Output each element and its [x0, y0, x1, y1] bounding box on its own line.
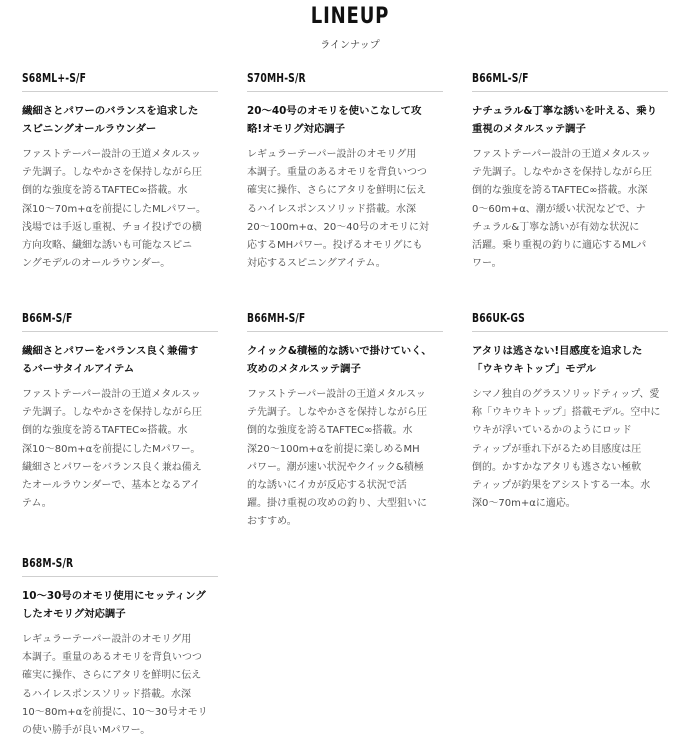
model-name: B66ML-S/F: [472, 70, 529, 85]
headline-line: スピニングオールラウンダー: [22, 123, 157, 135]
description-line: の使い勝手が良いMパワー。: [22, 725, 151, 737]
product-card-b66ml: [472, 70, 672, 273]
product-description: [472, 386, 670, 513]
product-headline: [247, 102, 447, 138]
description-line: 深0〜70m+αに適応。: [472, 498, 576, 510]
divider: [247, 331, 443, 332]
divider: [22, 91, 218, 92]
description-line: 確実に操作、さらにアタリを鮮明に伝え: [22, 670, 202, 682]
description-line: 倒的な強度を誇るTAFTEC∞搭載。水深: [472, 185, 648, 197]
description-line: ウキが浮いているかのようにロッド: [472, 425, 632, 437]
headline-line: 繊細さとパワーのバランスを追求した: [22, 105, 199, 117]
description-line: 倒的な強度を誇るTAFTEC∞搭載。水: [22, 425, 188, 437]
description-line: ファストテーパー設計の王道メタルスッ: [22, 389, 201, 400]
product-description: [472, 146, 670, 273]
product-description: [22, 631, 220, 740]
divider: [472, 331, 668, 332]
description-line: 確実に操作、さらにアタリを鮮明に伝え: [247, 185, 427, 197]
description-line: 倒的な強度を誇るTAFTEC∞搭載。水: [22, 185, 188, 197]
description-line: たオールラウンダーで、基本となるアイ: [22, 480, 201, 492]
description-line: ングモデルのオールラウンダー。: [22, 258, 171, 270]
product-card-s68ml: [22, 70, 222, 273]
product-card-b68m: [22, 555, 222, 740]
divider: [22, 576, 218, 577]
product-headline: [247, 342, 447, 378]
description-line: 応するMHパワー。投げるオモリグにも: [247, 240, 423, 252]
description-line: 浅場では手返し重視、チョイ投げでの横: [22, 221, 202, 233]
headline-line: 10〜30号のオモリ使用にセッティング: [22, 590, 206, 602]
description-line: るハイレスポンスソリッド搭載。水深: [247, 203, 416, 215]
description-line: ワー。: [472, 258, 502, 270]
headline-line: 略!オモリグ対応調子: [247, 123, 346, 135]
description-line: 10〜80m+αを前提に、10〜30号オモリ: [22, 706, 208, 718]
headline-line: 繊細さとパワーをバランス良く兼備す: [22, 345, 199, 357]
description-line: ティップが釣果をアシストする一本。水: [472, 480, 651, 492]
headline-line: ナチュラル&丁寧な誘いを叶える、乗り: [472, 105, 658, 117]
description-line: 対応するスピニングアイテム。: [247, 258, 386, 270]
description-line: レギュラーテーパー設計のオモリグ用: [22, 634, 192, 645]
description-line: シマノ独自のグラスソリッドティップ、愛: [472, 389, 660, 400]
product-headline: [22, 587, 222, 623]
description-line: ファストテーパー設計の王道メタルスッ: [247, 389, 426, 400]
product-card-s70mh: [247, 70, 447, 273]
product-description: [247, 146, 445, 273]
page-title: LINEUP: [310, 4, 390, 29]
headline-line: 攻めのメタルスッテ調子: [247, 363, 361, 375]
description-line: ティップが垂れ下がるため目感度は圧: [472, 443, 642, 455]
model-name: S70MH-S/R: [247, 70, 306, 85]
description-line: 20〜100m+α、20〜40号のオモリに対: [247, 221, 429, 233]
description-line: 方向攻略、繊細な誘いも可能なスピニ: [22, 240, 192, 252]
headline-line: 重視のメタルスッテ調子: [472, 123, 586, 135]
description-line: おすすめ。: [247, 516, 297, 528]
headline-line: したオモリグ対応調子: [22, 608, 126, 620]
product-headline: [472, 342, 672, 378]
description-line: 倒的な強度を誇るTAFTEC∞搭載。水: [247, 425, 413, 437]
model-name: S68ML+-S/F: [22, 70, 87, 85]
product-description: [22, 386, 220, 513]
description-line: レギュラーテーパー設計のオモリグ用: [247, 149, 417, 160]
description-line: テム。: [22, 498, 52, 510]
description-line: 的な誘いにイカが反応する状況で活: [247, 480, 407, 492]
description-line: 本調子。重量のあるオモリを背負いつつ: [22, 652, 202, 664]
model-name: B66MH-S/F: [247, 310, 306, 325]
description-line: 称「ウキウキトップ」搭載モデル。空中に: [472, 407, 661, 419]
headline-line: クイック&積極的な誘いで掛けていく、: [247, 345, 432, 357]
description-line: テ先調子。しなやかさを保持しながら圧: [22, 167, 202, 179]
model-name: B66UK-GS: [472, 310, 525, 325]
model-name: B66M-S/F: [22, 310, 73, 325]
divider: [247, 91, 443, 92]
description-line: ファストテーパー設計の王道メタルスッ: [22, 149, 201, 160]
description-line: パワー。潮が速い状況やクイック&積極: [247, 461, 424, 473]
product-card-b66m: [22, 310, 222, 513]
headline-line: アタリは逃さない!目感度を追求した: [472, 345, 643, 357]
description-line: 本調子。重量のあるオモリを背負いつつ: [247, 167, 427, 179]
description-line: 深10〜80m+αを前提にしたMパワー。: [22, 443, 201, 455]
description-line: 0〜60m+α、潮が緩い状況などで、ナ: [472, 203, 646, 215]
description-line: テ先調子。しなやかさを保持しながら圧: [22, 407, 202, 419]
model-name: B68M-S/R: [22, 555, 74, 570]
description-line: 躍。掛け重視の攻めの釣り、大型狙いに: [247, 498, 427, 510]
description-line: 深20〜100m+αを前提に楽しめるMH: [247, 443, 420, 455]
headline-line: 20〜40号のオモリを使いこなして攻: [247, 105, 422, 117]
description-line: 倒的。かすかなアタリも逃さない極軟: [472, 461, 642, 473]
product-description: [247, 386, 445, 532]
divider: [22, 331, 218, 332]
headline-line: るバーサタイルアイテム: [22, 363, 135, 375]
description-line: 繊細さとパワーをバランス良く兼ね備え: [22, 461, 202, 473]
description-line: チュラル&丁寧な誘いが有効な状況に: [472, 221, 640, 233]
product-card-b66mh: [247, 310, 447, 532]
product-headline: [472, 102, 672, 138]
description-line: テ先調子。しなやかさを保持しながら圧: [247, 407, 427, 419]
description-line: ファストテーパー設計の王道メタルスッ: [472, 149, 651, 160]
description-line: 深10〜70m+αを前提にしたMLパワー。: [22, 203, 206, 215]
product-headline: [22, 342, 222, 378]
divider: [472, 91, 668, 92]
description-line: るハイレスポンスソリッド搭載。水深: [22, 688, 191, 700]
product-description: [22, 146, 220, 273]
description-line: 活躍。乗り重視の釣りに適応するMLパ: [472, 240, 647, 252]
headline-line: 「ウキウキトップ」モデル: [472, 363, 596, 375]
product-card-b66uk: [472, 310, 672, 513]
description-line: テ先調子。しなやかさを保持しながら圧: [472, 167, 652, 179]
product-headline: [22, 102, 222, 138]
page-subtitle: ラインナップ: [320, 40, 380, 51]
